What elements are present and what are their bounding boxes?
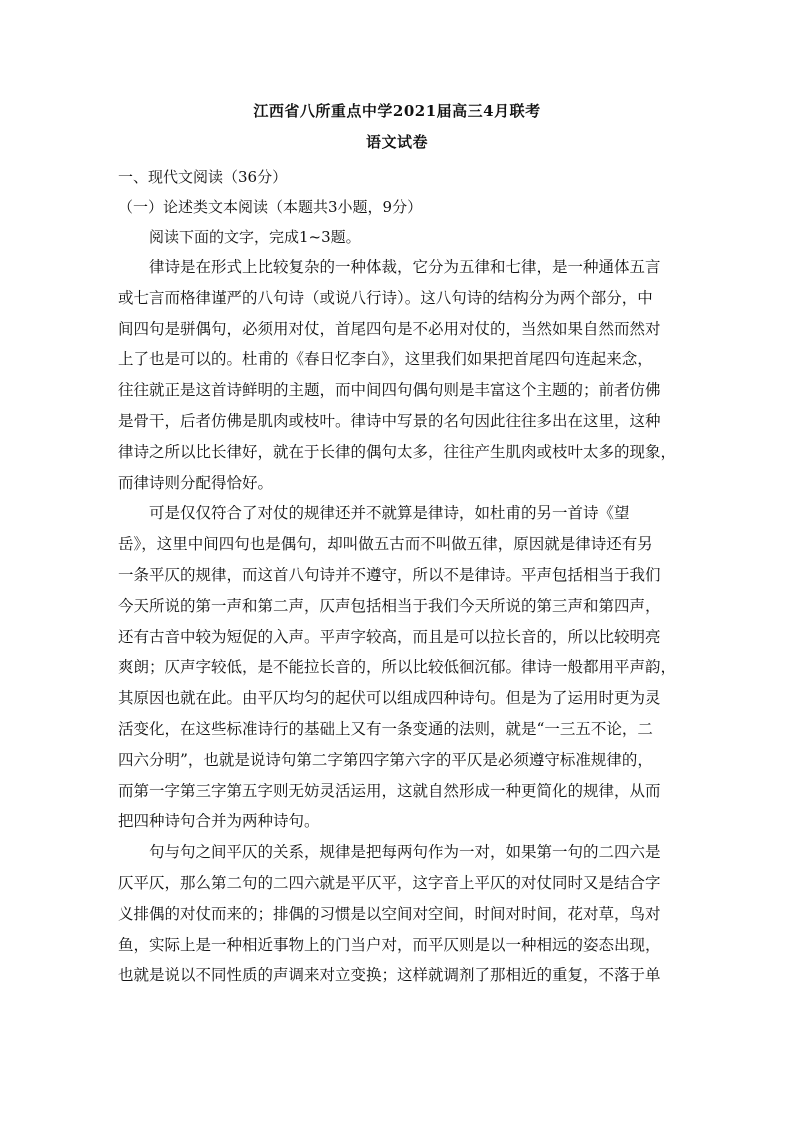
text-line: 还有古音中较为短促的入声。平声字较高，而且是可以拉长音的，所以比较明亮 <box>118 627 661 646</box>
text-line: 也就是说以不同性质的声调来对立变换；这样就调剂了那相近的重复，不落于单 <box>118 966 661 985</box>
text-line: 上了也是可以的。杜甫的《春日忆李白》，这里我们如果把首尾四句连起来念， <box>118 350 653 369</box>
text-line: 律诗是在形式上比较复杂的一种体裁，它分为五律和七律，是一种通体五言 <box>149 258 661 276</box>
text-line: 是骨干，后者仿佛是肌肉或枝叶。律诗中写景的名句因此往往多出在这里，这种 <box>118 411 661 430</box>
text-line: 活变化，在这些标准诗行的基础上又有一条变通的法则，就是“一三五不论，二 <box>118 719 653 738</box>
text-line: 爽朗；仄声字较低，是不能拉长音的，所以比较低徊沉郁。律诗一般都用平声韵， <box>118 658 677 677</box>
text-line: 句与句之间平仄的关系，规律是把每两句作为一对，如果第一句的二四六是 <box>149 843 661 862</box>
text-line: 而第一字第三字第五字则无妨灵活运用，这就自然形成一种更简化的规律，从而 <box>118 781 661 800</box>
text-line: 其原因也就在此。由平仄均匀的起伏可以组成四种诗句。但是为了运用时更为灵 <box>118 689 661 708</box>
section-heading: 一、现代文阅读（36分） <box>118 168 288 186</box>
exam-title: 江西省八所重点中学2021届高三4月联考 <box>253 102 541 120</box>
text-line: 仄平仄，那么第二句的二四六就是平仄平，这字音上平仄的对仗同时又是结合字 <box>118 873 661 892</box>
text-line: 一条平仄的规律，而这首八句诗并不遵守，所以不是律诗。平声包括相当于我们 <box>118 565 661 584</box>
document-body <box>118 162 680 991</box>
text-line: 可是仅仅符合了对仗的规律还并不就算是律诗，如杜甫的另一首诗《望 <box>149 504 630 523</box>
exam-subtitle: 语文试卷 <box>365 133 428 151</box>
text-line: 义排偶的对仗而来的；排偶的习惯是以空间对空间，时间对时间，花对草，鸟对 <box>118 904 661 923</box>
text-line: 或七言而格律谨严的八句诗（或说八行诗）。这八句诗的结构分为两个部分，中 <box>118 288 653 307</box>
reading-instruction: 阅读下面的文字，完成1~3题。 <box>149 228 361 246</box>
paragraph-1 <box>118 252 680 498</box>
text-line: 往往就正是这首诗鲜明的主题，而中间四句偶句则是丰富这个主题的；前者仿佛 <box>118 381 661 400</box>
text-line: 间四句是骈偶句，必须用对仗，首尾四句是不必用对仗的，当然如果自然而然对 <box>118 319 661 338</box>
text-line: 律诗之所以比长律好，就在于长律的偶句太多，往往产生肌肉或枝叶太多的现象， <box>118 442 677 461</box>
text-line: 今天所说的第一声和第二声，仄声包括相当于我们今天所说的第三声和第四声， <box>118 596 661 615</box>
text-line: 把四种诗句合并为两种诗句。 <box>118 812 320 831</box>
text-line: 岳》，这里中间四句也是偶句，却叫做五古而不叫做五律，原因就是律诗还有另 <box>118 535 653 554</box>
text-line: 而律诗则分配得恰好。 <box>118 473 274 492</box>
paragraph-2 <box>118 498 680 837</box>
text-line: 四六分明”，也就是说诗句第二字第四字第六字的平仄是必须遵守标准规律的， <box>118 750 653 769</box>
subsection-heading: （一）论述类文本阅读（本题共3小题，9分） <box>118 198 423 216</box>
text-line: 鱼，实际上是一种相近事物上的门当户对，而平仄则是以一种相远的姿态出现， <box>118 935 661 954</box>
paragraph-3 <box>118 837 680 991</box>
